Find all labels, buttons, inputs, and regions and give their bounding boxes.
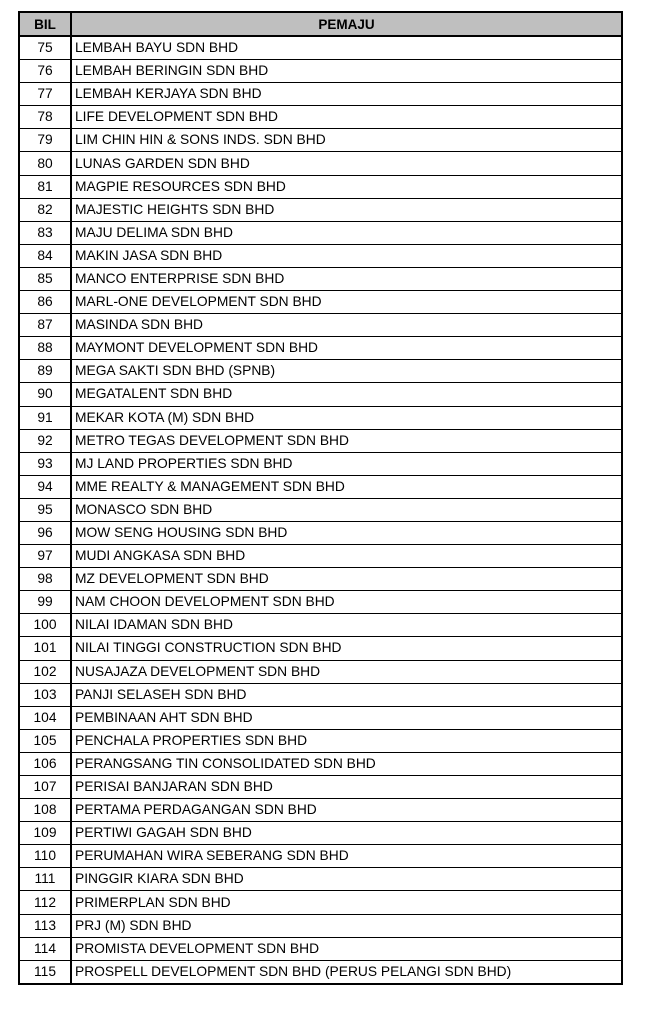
developer-name: PERTIWI GAGAH SDN BHD — [71, 822, 622, 845]
table-row — [19, 637, 622, 660]
table-row — [19, 960, 622, 984]
table-row — [19, 198, 622, 221]
table-row — [19, 521, 622, 544]
table-row — [19, 568, 622, 591]
row-number: 98 — [19, 568, 71, 591]
table-row — [19, 291, 622, 314]
table-row — [19, 822, 622, 845]
developer-name: MASINDA SDN BHD — [71, 314, 622, 337]
developer-name: MEGA SAKTI SDN BHD (SPNB) — [71, 360, 622, 383]
developer-name: PROMISTA DEVELOPMENT SDN BHD — [71, 937, 622, 960]
row-number: 85 — [19, 267, 71, 290]
table-row — [19, 129, 622, 152]
row-number: 87 — [19, 314, 71, 337]
developer-name: MONASCO SDN BHD — [71, 498, 622, 521]
developer-name: PEMBINAAN AHT SDN BHD — [71, 706, 622, 729]
table-row — [19, 452, 622, 475]
row-number: 84 — [19, 244, 71, 267]
developer-name: PRIMERPLAN SDN BHD — [71, 891, 622, 914]
developer-name: MAJU DELIMA SDN BHD — [71, 221, 622, 244]
developer-name: NUSAJAZA DEVELOPMENT SDN BHD — [71, 660, 622, 683]
row-number: 77 — [19, 83, 71, 106]
developer-name: MANCO ENTERPRISE SDN BHD — [71, 267, 622, 290]
developer-name: LIM CHIN HIN & SONS INDS. SDN BHD — [71, 129, 622, 152]
developer-table — [18, 11, 623, 985]
table-row — [19, 36, 622, 60]
table-row — [19, 60, 622, 83]
developer-name: MUDI ANGKASA SDN BHD — [71, 545, 622, 568]
developer-name: LUNAS GARDEN SDN BHD — [71, 152, 622, 175]
table-row — [19, 776, 622, 799]
table-row — [19, 337, 622, 360]
row-number: 101 — [19, 637, 71, 660]
row-number: 105 — [19, 729, 71, 752]
developer-name: PANJI SELASEH SDN BHD — [71, 683, 622, 706]
row-number: 82 — [19, 198, 71, 221]
developer-name: MARL-ONE DEVELOPMENT SDN BHD — [71, 291, 622, 314]
developer-name: LEMBAH BAYU SDN BHD — [71, 36, 622, 60]
developer-name: MOW SENG HOUSING SDN BHD — [71, 521, 622, 544]
table-row — [19, 244, 622, 267]
row-number: 75 — [19, 36, 71, 60]
table-row — [19, 845, 622, 868]
developer-name: PERANGSANG TIN CONSOLIDATED SDN BHD — [71, 752, 622, 775]
row-number: 81 — [19, 175, 71, 198]
row-number: 108 — [19, 799, 71, 822]
table-row — [19, 937, 622, 960]
table-row — [19, 221, 622, 244]
row-number: 90 — [19, 383, 71, 406]
row-number: 86 — [19, 291, 71, 314]
developer-name: MAJESTIC HEIGHTS SDN BHD — [71, 198, 622, 221]
table-row — [19, 360, 622, 383]
developer-name: PRJ (M) SDN BHD — [71, 914, 622, 937]
row-number: 88 — [19, 337, 71, 360]
developer-name: MME REALTY & MANAGEMENT SDN BHD — [71, 475, 622, 498]
developer-name: MEKAR KOTA (M) SDN BHD — [71, 406, 622, 429]
row-number: 102 — [19, 660, 71, 683]
table-row — [19, 406, 622, 429]
developer-name: PERISAI BANJARAN SDN BHD — [71, 776, 622, 799]
developer-name: MEGATALENT SDN BHD — [71, 383, 622, 406]
row-number: 114 — [19, 937, 71, 960]
row-number: 96 — [19, 521, 71, 544]
table-row — [19, 152, 622, 175]
row-number: 93 — [19, 452, 71, 475]
table-row — [19, 660, 622, 683]
row-number: 79 — [19, 129, 71, 152]
developer-name: LEMBAH KERJAYA SDN BHD — [71, 83, 622, 106]
table-row — [19, 706, 622, 729]
row-number: 110 — [19, 845, 71, 868]
table-body — [19, 36, 622, 984]
row-number: 106 — [19, 752, 71, 775]
table-row — [19, 545, 622, 568]
row-number: 92 — [19, 429, 71, 452]
row-number: 100 — [19, 614, 71, 637]
row-number: 99 — [19, 591, 71, 614]
developer-name: PROSPELL DEVELOPMENT SDN BHD (PERUS PELANGI SDN BHD) — [71, 960, 622, 984]
table-row — [19, 475, 622, 498]
row-number: 80 — [19, 152, 71, 175]
row-number: 95 — [19, 498, 71, 521]
table-row — [19, 914, 622, 937]
table-row — [19, 383, 622, 406]
column-header-bil: BIL — [19, 12, 71, 36]
table-row — [19, 106, 622, 129]
developer-name: PENCHALA PROPERTIES SDN BHD — [71, 729, 622, 752]
table-row — [19, 799, 622, 822]
table-row — [19, 683, 622, 706]
developer-name: METRO TEGAS DEVELOPMENT SDN BHD — [71, 429, 622, 452]
row-number: 109 — [19, 822, 71, 845]
developer-name: LIFE DEVELOPMENT SDN BHD — [71, 106, 622, 129]
row-number: 111 — [19, 868, 71, 891]
row-number: 103 — [19, 683, 71, 706]
developer-name: PERUMAHAN WIRA SEBERANG SDN BHD — [71, 845, 622, 868]
developer-name: NILAI TINGGI CONSTRUCTION SDN BHD — [71, 637, 622, 660]
table-row — [19, 614, 622, 637]
row-number: 97 — [19, 545, 71, 568]
table-row — [19, 591, 622, 614]
table-row — [19, 729, 622, 752]
developer-name: MAGPIE RESOURCES SDN BHD — [71, 175, 622, 198]
table-row — [19, 267, 622, 290]
column-header-pemaju: PEMAJU — [71, 12, 622, 36]
table-row — [19, 175, 622, 198]
developer-name: MJ LAND PROPERTIES SDN BHD — [71, 452, 622, 475]
row-number: 115 — [19, 960, 71, 984]
table-row — [19, 83, 622, 106]
developer-name: PERTAMA PERDAGANGAN SDN BHD — [71, 799, 622, 822]
row-number: 91 — [19, 406, 71, 429]
developer-name: PINGGIR KIARA SDN BHD — [71, 868, 622, 891]
developer-name: MAKIN JASA SDN BHD — [71, 244, 622, 267]
row-number: 104 — [19, 706, 71, 729]
row-number: 112 — [19, 891, 71, 914]
row-number: 94 — [19, 475, 71, 498]
header-row — [19, 12, 622, 36]
table-row — [19, 314, 622, 337]
developer-name: NAM CHOON DEVELOPMENT SDN BHD — [71, 591, 622, 614]
table-header — [19, 12, 622, 36]
developer-name: MAYMONT DEVELOPMENT SDN BHD — [71, 337, 622, 360]
table-row — [19, 498, 622, 521]
table-row — [19, 891, 622, 914]
table-row — [19, 429, 622, 452]
developer-name: NILAI IDAMAN SDN BHD — [71, 614, 622, 637]
row-number: 89 — [19, 360, 71, 383]
developer-name: LEMBAH BERINGIN SDN BHD — [71, 60, 622, 83]
developer-name: MZ DEVELOPMENT SDN BHD — [71, 568, 622, 591]
table-row — [19, 752, 622, 775]
row-number: 76 — [19, 60, 71, 83]
table-row — [19, 868, 622, 891]
row-number: 107 — [19, 776, 71, 799]
row-number: 83 — [19, 221, 71, 244]
row-number: 78 — [19, 106, 71, 129]
row-number: 113 — [19, 914, 71, 937]
